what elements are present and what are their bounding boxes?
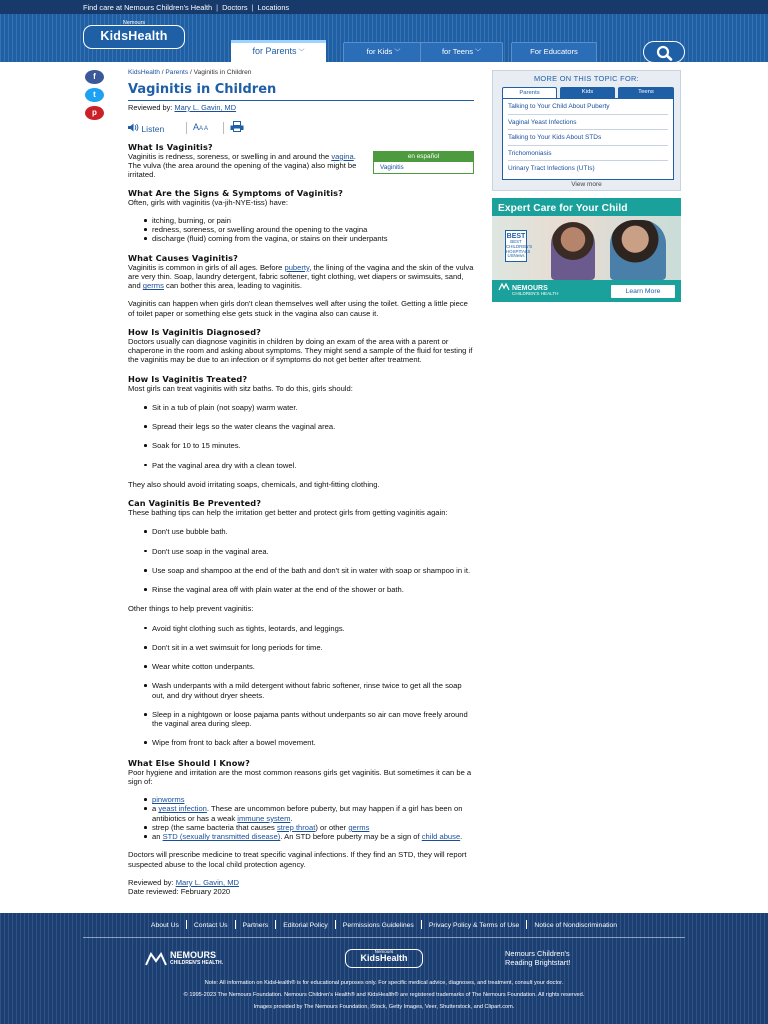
nemours-logo-icon xyxy=(498,283,510,291)
breadcrumb-parents[interactable]: Parents xyxy=(165,69,189,76)
chevron-down-icon: ﹀ xyxy=(298,50,305,56)
other-causes-list xyxy=(128,795,474,841)
list-item: Rinse the vaginal area off with plain water at the end of the shower or bath. xyxy=(128,585,474,594)
list-item: Wash underpants with a mild detergent without fabric softener, rinse twice to get all the soap out, and dry without dryer sheets. xyxy=(128,681,474,700)
separator xyxy=(421,920,422,929)
more-on-this-topic xyxy=(492,70,681,191)
ad-person-child xyxy=(551,222,595,280)
nemours-logo-icon xyxy=(145,952,167,966)
ad-photo xyxy=(492,216,681,280)
separator xyxy=(275,920,276,929)
facebook-share-button[interactable] xyxy=(85,70,104,84)
footer-disclaimer: Note: All information on KidsHealth® is for educational purposes only. For specific medical advice, diagnoses, and treatment, consult your doctor. xyxy=(204,980,564,986)
vagina-link[interactable]: vagina xyxy=(331,151,354,161)
chevron-down-icon: ﹀ xyxy=(394,50,401,56)
date-reviewed: Date reviewed: February 2020 xyxy=(128,887,231,897)
speaker-icon xyxy=(128,123,139,132)
footer-link-permissions[interactable]: Permissions Guidelines xyxy=(342,922,414,929)
tab-teens[interactable]: Teens xyxy=(618,87,674,98)
reading-brightstart-link[interactable]: Nemours Children's Reading Brightstart! xyxy=(505,949,571,967)
pinworms-link[interactable]: pinworms xyxy=(152,795,185,805)
puberty-link[interactable]: puberty xyxy=(284,262,310,272)
section-heading: What Is Vaginitis? xyxy=(128,141,213,152)
kidshealth-footer-logo[interactable]: Nemours KidsHealth xyxy=(345,949,423,968)
topic-link[interactable]: Talking to Your Child About Puberty xyxy=(508,99,668,115)
separator xyxy=(235,920,236,929)
tab-kids[interactable]: Kids xyxy=(560,87,615,98)
symptom-list xyxy=(128,216,474,244)
divider xyxy=(223,122,224,134)
nemours-ad-logo: NEMOURS CHILDREN'S HEALTH xyxy=(498,283,558,297)
paragraph: Vaginitis is redness, soreness, or swelling in and around the vagina. The vulva (the area around the opening of the vagina) also might be irritated. xyxy=(128,151,357,180)
paragraph: Doctors will prescribe medicine to treat specific vaginal infections. If they find an STD, they will report suspected abuse to the local child protection agency. xyxy=(128,850,467,869)
section-heading: What Else Should I Know? xyxy=(128,757,250,768)
facebook-icon: f xyxy=(93,72,96,81)
footer-link-nondiscrimination[interactable]: Notice of Nondiscrimination xyxy=(534,922,618,929)
list-item: Don't sit in a wet swimsuit for long periods for time. xyxy=(128,643,474,652)
topic-tabs xyxy=(502,87,674,98)
paragraph: Doctors usually can diagnose vaginitis in children by doing an exam of the area with a parent or chaperone in the room and asking about symptoms. They might send a sample of the fluid for testing if the vaginitis may be due to an infection or if symptoms do not get better after treatment. xyxy=(128,336,473,365)
twitter-icon: t xyxy=(93,90,96,99)
list-item: Avoid tight clothing such as tights, leotards, and leggings. xyxy=(128,624,474,633)
list-item: Soak for 10 to 15 minutes. xyxy=(128,441,474,450)
pinterest-icon: p xyxy=(92,108,97,117)
section-heading: What Causes Vaginitis? xyxy=(128,252,238,263)
prevention-list xyxy=(128,527,474,594)
print-button[interactable] xyxy=(230,121,244,134)
espanol-box xyxy=(373,151,474,174)
more-header: MORE ON THIS TOPIC FOR: xyxy=(533,74,640,83)
logo-text: KidsHealth xyxy=(100,29,168,43)
footer-link-partners[interactable]: Partners xyxy=(242,922,269,929)
list-item xyxy=(128,795,474,804)
footer-link-about[interactable]: About Us xyxy=(150,922,179,929)
nemours-ad[interactable] xyxy=(492,198,681,302)
chevron-down-icon: ﹀ xyxy=(475,50,482,56)
nemours-footer-logo[interactable]: NEMOURS CHILDREN'S HEALTH. xyxy=(170,951,223,966)
kidshealth-logo[interactable] xyxy=(83,20,185,49)
list-item: Pat the vaginal area dry with a clean towel. xyxy=(128,461,474,470)
print-icon xyxy=(230,121,244,132)
page-title: Vaginitis in Children xyxy=(128,82,474,101)
paragraph: Poor hygiene and irritation are the most common reasons girls get vaginitis. But sometimes it can be a sign of: xyxy=(128,767,472,786)
site-footer xyxy=(0,913,768,1024)
list-item: Don't use bubble bath. xyxy=(128,527,474,536)
tab-for-parents[interactable]: for Parents ﹀ xyxy=(231,41,326,62)
footer-copyright: © 1995-2023 The Nemours Foundation. Nemours Children's Health® and KidsHealth® are registered trademarks of The Nemours Foundation. All rights reserved. xyxy=(183,992,585,998)
espanol-link[interactable]: Vaginitis xyxy=(380,164,404,171)
search-icon xyxy=(656,45,674,61)
paragraph: These bathing tips can help the irritation get better and protect girls from getting vaginitis again: xyxy=(128,508,448,518)
ad-person-adult xyxy=(610,220,666,280)
article-tools xyxy=(128,121,474,136)
prevention-list-2 xyxy=(128,624,474,748)
list-item: Wear white cotton underpants. xyxy=(128,662,474,671)
separator xyxy=(526,920,527,929)
germs-link[interactable]: germs xyxy=(348,822,370,832)
reviewed-by: Reviewed by: Mary L. Gavin, MD xyxy=(128,102,237,112)
twitter-share-button[interactable] xyxy=(85,88,104,102)
topic-link[interactable]: Talking to Your Kids About STDs xyxy=(508,130,668,146)
best-hospitals-badge: BEST BEST CHILDREN'S HOSPITALS USNews xyxy=(505,230,527,262)
list-item: strep (the same bacteria that causes strep throat) or other germs xyxy=(128,823,474,832)
footer-link-contact[interactable]: Contact Us xyxy=(193,922,228,929)
footer-divider xyxy=(83,937,685,938)
paragraph: Vaginitis can happen when girls don't clean themselves well after using the toilet. Getting a little piece of toilet paper or something else gets stuck in the vagina also can cause it. xyxy=(128,299,468,318)
strep-throat-link[interactable]: strep throat xyxy=(276,822,316,832)
std-link[interactable]: STD (sexually transmitted disease) xyxy=(162,832,281,842)
paragraph: Most girls can treat vaginitis with sitz baths. To do this, girls should: xyxy=(128,383,353,393)
footer-image-credits: Images provided by The Nemours Foundation, iStock, Getty Images, Veer, Shutterstock, and Clipart.com. xyxy=(253,1004,515,1010)
breadcrumb-current: Vaginitis in Children xyxy=(193,69,252,76)
topic-list xyxy=(502,98,674,180)
divider xyxy=(186,122,187,134)
paragraph: Vaginitis is common in girls of all ages. Before puberty, the lining of the vagina and the skin of the vulva are very thin. Soap, laundry detergent, fabric softener, tight clothing, wet diapers or swimsuits, sand, and germs can bother this area, leading to vaginitis. xyxy=(128,262,474,291)
tab-for-educators[interactable]: For Educators xyxy=(511,42,597,62)
reviewed-by-footer: Reviewed by: Mary L. Gavin, MD xyxy=(128,877,240,887)
paragraph: They also should avoid irritating soaps, chemicals, and tight-fitting clothing. xyxy=(128,479,380,489)
footer-link-privacy[interactable]: Privacy Policy & Terms of Use xyxy=(428,922,520,929)
top-utility-bar xyxy=(0,0,768,14)
section-heading: Can Vaginitis Be Prevented? xyxy=(128,498,262,509)
find-care-link[interactable]: Find care at Nemours Children's Health xyxy=(83,3,213,12)
ad-footer xyxy=(492,280,681,302)
list-item: a yeast infection. These are uncommon before puberty, but may happen if a girl has been on antibiotics or has a weak immune system. xyxy=(128,804,474,823)
breadcrumb: KidsHealth / Parents / Vaginitis in Children xyxy=(128,69,252,76)
reviewer-link[interactable]: Mary L. Gavin, MD xyxy=(175,877,240,887)
child-abuse-link[interactable]: child abuse xyxy=(421,832,461,842)
separator xyxy=(335,920,336,929)
topic-link[interactable]: Trichomoniasis xyxy=(508,146,668,162)
list-item: redness, soreness, or swelling around the opening to the vagina xyxy=(128,225,474,234)
pinterest-share-button[interactable] xyxy=(85,106,104,120)
separator: | xyxy=(216,3,219,12)
tab-parents[interactable]: Parents xyxy=(502,87,557,98)
listen-button[interactable]: Listen xyxy=(128,123,164,134)
list-item: an STD (sexually transmitted disease). An STD before puberty may be a sign of child abuse. xyxy=(128,832,474,841)
treatment-list xyxy=(128,403,474,470)
tab-for-kids[interactable]: for Kids ﹀ xyxy=(343,42,424,62)
germs-link[interactable]: germs xyxy=(142,281,164,291)
logo-nemours-text: Nemours xyxy=(122,20,146,26)
reviewer-link[interactable]: Mary L. Gavin, MD xyxy=(174,102,237,112)
locations-link[interactable]: Locations xyxy=(257,3,290,12)
site-header xyxy=(0,14,768,62)
list-item: itching, burning, or pain xyxy=(128,216,474,225)
list-item: Spread their legs so the water cleans the vaginal area. xyxy=(128,422,474,431)
footer-link-editorial[interactable]: Editorial Policy xyxy=(283,922,328,929)
doctors-link[interactable]: Doctors xyxy=(222,3,248,12)
section-heading: How Is Vaginitis Diagnosed? xyxy=(128,326,261,337)
article xyxy=(128,69,474,896)
yeast-infection-link[interactable]: yeast infection xyxy=(158,804,207,814)
ad-headline: Expert Care for Your Child xyxy=(498,203,628,214)
immune-system-link[interactable]: immune system xyxy=(237,813,291,823)
topic-link[interactable]: Urinary Tract Infections (UTIs) xyxy=(508,165,595,172)
section-heading: What Are the Signs & Symptoms of Vaginitis? xyxy=(128,187,343,198)
separator xyxy=(186,920,187,929)
list-item: Don't use soap in the vaginal area. xyxy=(128,547,474,556)
paragraph: Often, girls with vaginitis (va-jih-NYE-tiss) have: xyxy=(128,197,288,207)
list-item: Sleep in a nightgown or loose pajama pants without underpants so air can move freely around the vaginal area during sleep. xyxy=(128,710,474,729)
list-item: Sit in a tub of plain (not soapy) warm water. xyxy=(128,403,474,412)
separator: | xyxy=(251,3,254,12)
search-button[interactable] xyxy=(643,41,685,63)
list-item: Wipe from front to back after a bowel movement. xyxy=(128,738,474,747)
view-more-link[interactable]: View more xyxy=(571,181,602,188)
text-size-button[interactable]: AA A xyxy=(193,121,209,132)
section-heading: How Is Vaginitis Treated? xyxy=(128,373,248,384)
learn-more-button[interactable]: Learn More xyxy=(611,285,675,298)
footer-links xyxy=(0,920,768,930)
list-item: discharge (fluid) coming from the vagina, or stains on their underpants xyxy=(128,234,474,243)
topic-link[interactable]: Vaginal Yeast Infections xyxy=(508,115,668,131)
tab-for-teens[interactable]: for Teens ﹀ xyxy=(420,42,503,62)
paragraph: Other things to help prevent vaginitis: xyxy=(128,604,254,614)
list-item: Use soap and shampoo at the end of the bath and don't sit in water with soap or shampoo in it. xyxy=(128,566,474,575)
breadcrumb-home[interactable]: KidsHealth xyxy=(128,69,160,76)
espanol-header: en español xyxy=(374,152,473,162)
